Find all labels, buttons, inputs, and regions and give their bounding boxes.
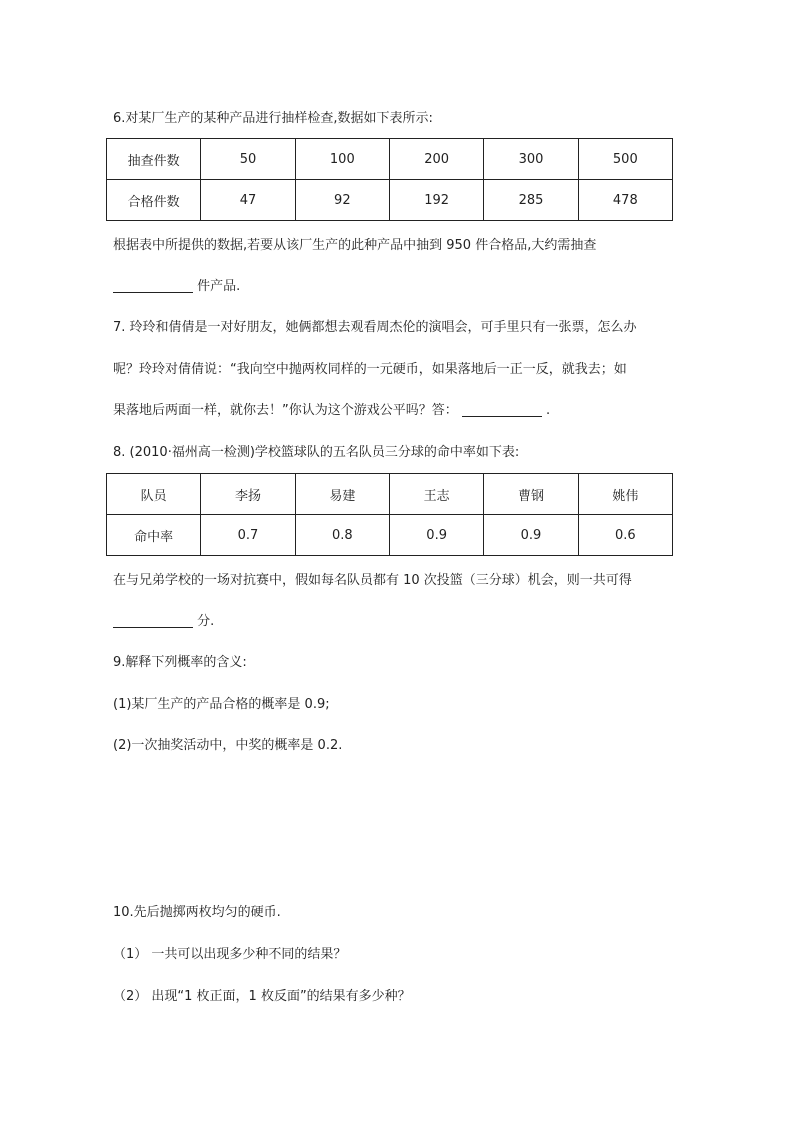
answer-blank[interactable] [462, 402, 542, 417]
table-cell: 0.9 [484, 515, 578, 556]
table-cell: 0.7 [201, 515, 295, 556]
q7-line1: 7. 玲玲和倩倩是一对好朋友，她俩都想去观看周杰伦的演唱会，可手里只有一张票，怎么办 [113, 320, 637, 335]
q7-line3-end: . [546, 403, 551, 418]
q10-item1: （1） 一共可以出现多少种不同的结果？ [113, 947, 347, 962]
table-row [107, 474, 673, 515]
table-cell: 47 [201, 180, 295, 221]
table-cell: 478 [578, 180, 672, 221]
table-cell: 500 [578, 139, 672, 180]
table-cell: 50 [201, 139, 295, 180]
q8-intro: 8. (2010·福州高一检测)学校篮球队的五名队员三分球的命中率如下表: [113, 445, 520, 460]
table-cell: 队员 [107, 474, 201, 515]
answer-blank[interactable] [113, 613, 193, 628]
q6-text2: 件产品. [197, 279, 241, 294]
q9-item2: (2)一次抽奖活动中，中奖的概率是 0.2. [113, 738, 343, 753]
q10-item2: （2） 出现“1 枚正面，1 枚反面”的结果有多少种？ [113, 989, 411, 1004]
table-cell: 0.8 [295, 515, 389, 556]
table-row [107, 180, 673, 221]
table-cell: 合格件数 [107, 180, 201, 221]
q7-line3 [113, 402, 550, 420]
table-cell: 王志 [389, 474, 483, 515]
table-cell: 100 [295, 139, 389, 180]
table-cell: 命中率 [107, 515, 201, 556]
table-cell: 300 [484, 139, 578, 180]
q6-intro: 6.对某厂生产的某种产品进行抽样检查,数据如下表所示: [113, 111, 433, 126]
q8-answer-line [113, 613, 214, 631]
q9-item1: (1)某厂生产的产品合格的概率是 0.9; [113, 697, 330, 712]
table-cell: 0.6 [578, 515, 672, 556]
table-cell: 抽查件数 [107, 139, 201, 180]
q8-text2: 分. [197, 614, 215, 629]
table-cell: 易建 [295, 474, 389, 515]
table-cell: 0.9 [389, 515, 483, 556]
table-cell: 192 [389, 180, 483, 221]
q6-text1: 根据表中所提供的数据,若要从该厂生产的此种产品中抽到 950 件合格品,大约需抽查 [113, 238, 597, 253]
table-cell: 曹钢 [484, 474, 578, 515]
q6-answer-line [113, 278, 240, 296]
table-cell: 92 [295, 180, 389, 221]
q7-line3-text: 果落地后两面一样，就你去！”你认为这个游戏公平吗？答： [113, 403, 458, 418]
table-cell: 285 [484, 180, 578, 221]
q7-line2: 呢？玲玲对倩倩说：“我向空中抛两枚同样的一元硬币，如果落地后一正一反，就我去；如 [113, 362, 627, 377]
answer-blank[interactable] [113, 278, 193, 293]
q6-table [106, 138, 673, 221]
q8-table [106, 473, 673, 556]
q10-intro: 10.先后抛掷两枚均匀的硬币. [113, 905, 281, 920]
table-cell: 李扬 [201, 474, 295, 515]
table-cell: 姚伟 [578, 474, 672, 515]
table-cell: 200 [389, 139, 483, 180]
table-row [107, 139, 673, 180]
table-row [107, 515, 673, 556]
q8-text1: 在与兄弟学校的一场对抗赛中，假如每名队员都有 10 次投篮（三分球）机会，则一共可得 [113, 573, 632, 588]
q9-intro: 9.解释下列概率的含义: [113, 655, 247, 670]
